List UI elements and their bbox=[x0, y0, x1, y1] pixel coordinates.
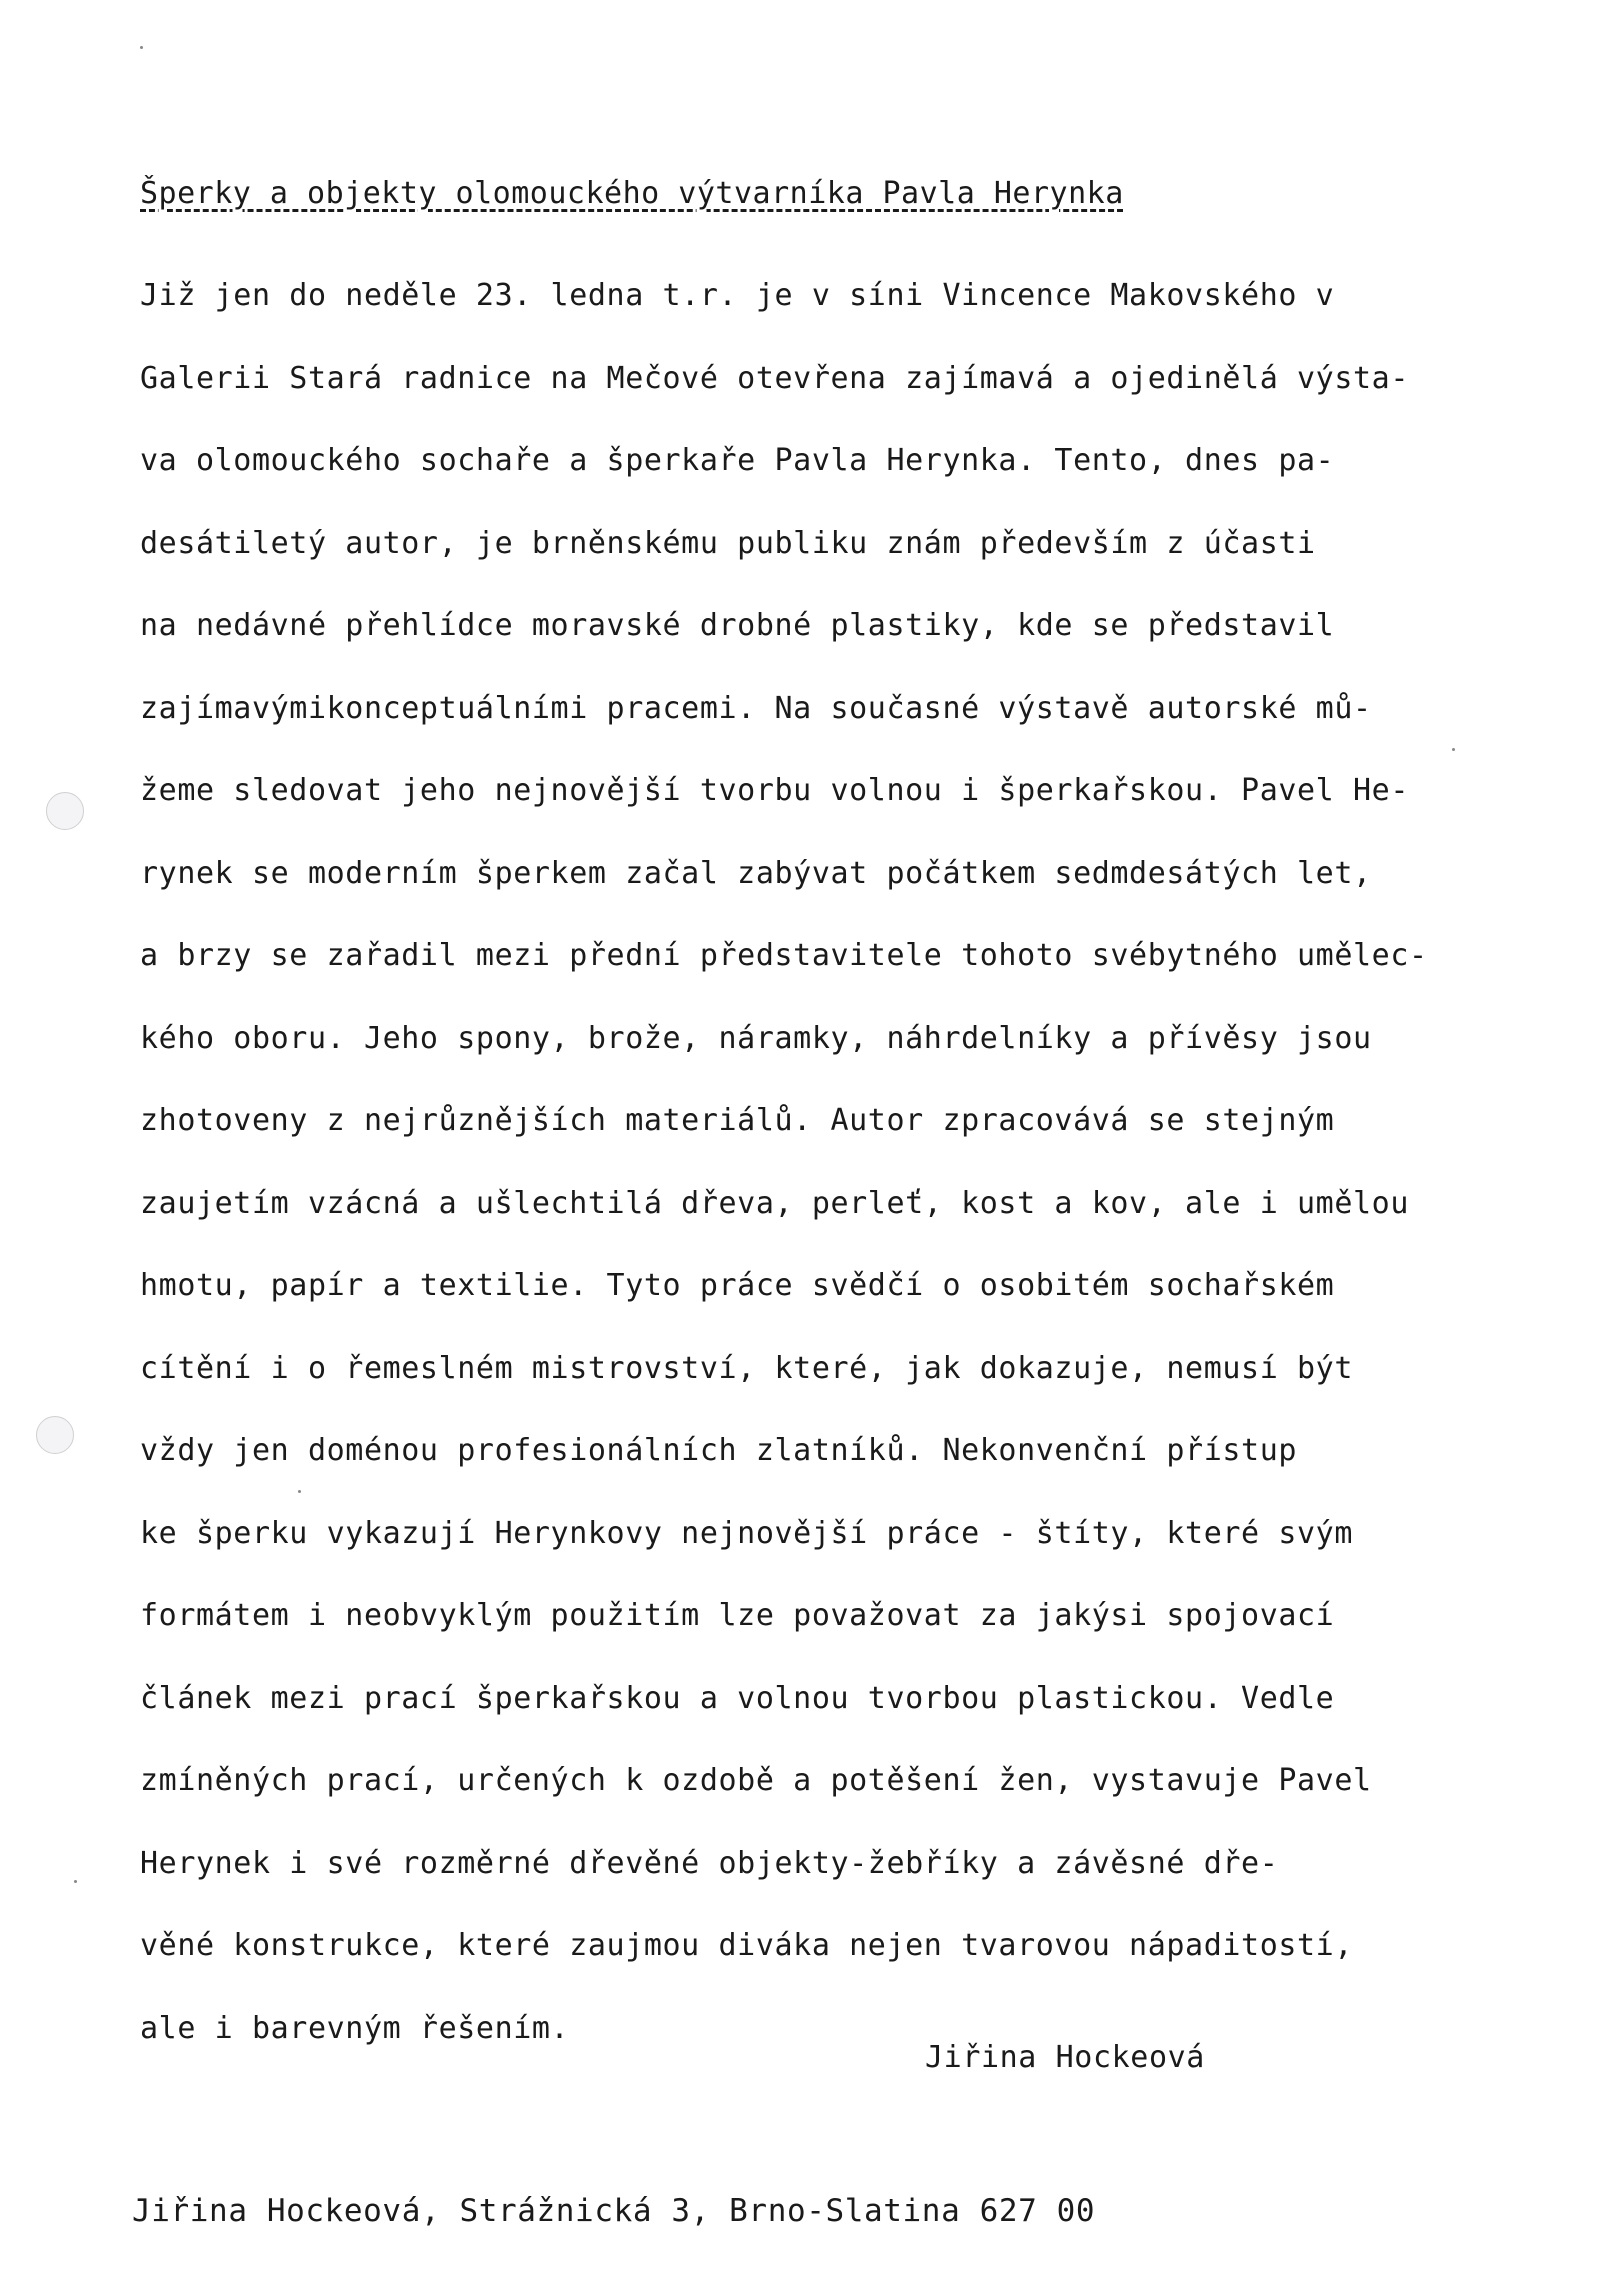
article-title: Šperky a objekty olomouckého výtvarníka Pavla Herynka bbox=[140, 176, 1124, 211]
body-line: Již jen do neděle 23. ledna t.r. je v síni Vincence Makovského v bbox=[140, 278, 1335, 313]
body-line: zhotoveny z nejrůznějších materiálů. Autor zpracovává se stejným bbox=[140, 1103, 1335, 1138]
paper-speck bbox=[74, 1880, 77, 1883]
body-line: věné konstrukce, které zaujmou diváka nejen tvarovou nápaditostí, bbox=[140, 1928, 1353, 1963]
author-address: Jiřina Hockeová, Strážnická 3, Brno-Slatina 627 00 bbox=[132, 2193, 1096, 2229]
punch-hole bbox=[36, 1416, 74, 1454]
body-line: formátem i neobvyklým použitím lze považovat za jakýsi spojovací bbox=[140, 1598, 1335, 1633]
body-line: vždy jen doménou profesionálních zlatníků. Nekonvenční přístup bbox=[140, 1433, 1298, 1468]
body-line: hmotu, papír a textilie. Tyto práce svědčí o osobitém sochařském bbox=[140, 1268, 1335, 1303]
body-line: článek mezi prací šperkařskou a volnou tvorbou plastickou. Vedle bbox=[140, 1680, 1335, 1716]
body-line: zmíněných prací, určených k ozdobě a potěšení žen, vystavuje Pavel bbox=[140, 1763, 1372, 1798]
body-line: ale i barevným řešením. bbox=[140, 2010, 570, 2046]
body-line: rynek se moderním šperkem začal zabývat počátkem sedmdesátých let, bbox=[140, 855, 1372, 891]
body-line: a brzy se zařadil mezi přední představitele tohoto svébytného umělec- bbox=[140, 938, 1428, 973]
body-line: na nedávné přehlídce moravské drobné plastiky, kde se představil bbox=[140, 608, 1335, 643]
body-line: Galerii Stará radnice na Mečové otevřena zajímavá a ojedinělá výsta- bbox=[140, 360, 1409, 396]
body-line: zaujetím vzácná a ušlechtilá dřeva, perleť, kost a kov, ale i umělou bbox=[140, 1185, 1409, 1221]
body-line: ke šperku vykazují Herynkovy nejnovější práce - štíty, které svým bbox=[140, 1515, 1353, 1551]
body-line: Herynek i své rozměrné dřevěné objekty-žebříky a závěsné dře- bbox=[140, 1845, 1279, 1881]
paper-speck bbox=[140, 46, 143, 49]
body-line: žeme sledovat jeho nejnovější tvorbu volnou i šperkařskou. Pavel He- bbox=[140, 773, 1409, 808]
author-signature: Jiřina Hockeová bbox=[925, 2040, 1205, 2075]
body-line: cítění i o řemeslném mistrovství, které, jak dokazuje, nemusí být bbox=[140, 1350, 1353, 1386]
punch-hole bbox=[46, 792, 84, 830]
body-line: zajímavýmikonceptuálními pracemi. Na současné výstavě autorské mů- bbox=[140, 690, 1372, 726]
body-line: va olomouckého sochaře a šperkaře Pavla Herynka. Tento, dnes pa- bbox=[140, 443, 1335, 478]
body-line: kého oboru. Jeho spony, brože, náramky, náhrdelníky a přívěsy jsou bbox=[140, 1020, 1372, 1056]
article-body bbox=[140, 276, 1540, 2091]
body-line: desátiletý autor, je brněnskému publiku znám především z účasti bbox=[140, 525, 1316, 561]
